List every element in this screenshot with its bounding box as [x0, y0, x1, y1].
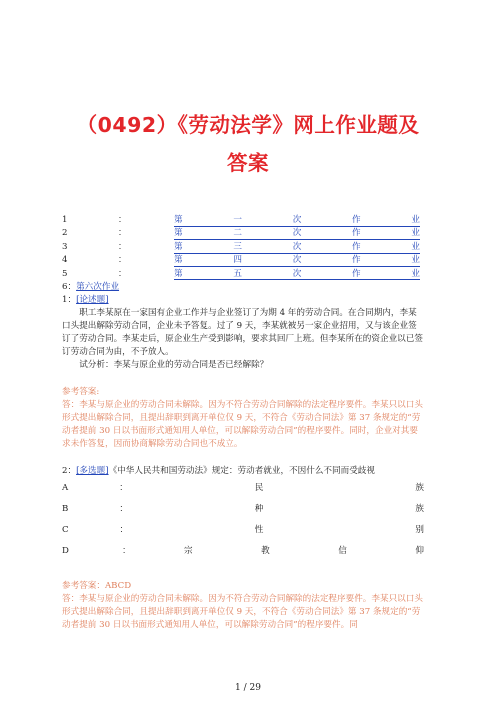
question-number: 2： — [62, 466, 77, 476]
question-1 — [62, 294, 424, 451]
answer-text: 答：李某与原企业的劳动合同未解除。因为不符合劳动合同解除的法定程序要件。李某只以口头形式提出解除合同，且提出辞职到离开单位仅 9 天，不符合《劳动合同法》第 37 条规定的“劳动者提前 30 日以书面形式通知用人单位，可以解除劳动合同”的程序要件。同 — [62, 594, 423, 630]
option-colon: ： — [119, 483, 128, 493]
toc-link-char: 三 — [233, 241, 242, 252]
option-colon: ： — [122, 546, 131, 556]
toc-number: 3 — [62, 241, 68, 252]
toc-link-char: 业 — [411, 255, 420, 266]
option-letter: C — [62, 525, 69, 535]
toc-link-char: 作 — [352, 228, 361, 239]
toc-colon: ： — [118, 241, 127, 252]
option-text: 性 别 — [254, 525, 424, 535]
toc-link-char: 二 — [233, 228, 242, 239]
toc-row — [62, 227, 420, 240]
toc-link-char: 次 — [292, 215, 302, 225]
question-type-tag[interactable]: [论述题] — [76, 295, 109, 305]
table-of-contents — [62, 214, 420, 281]
option-a[interactable] — [62, 482, 424, 503]
toc-link-char: 业 — [411, 215, 420, 225]
toc-link-char: 第 — [174, 241, 183, 252]
toc-link-char: 一 — [233, 215, 242, 225]
toc-link-char: 次 — [292, 228, 302, 239]
option-c[interactable] — [62, 524, 424, 545]
answer-text: 答：李某与原企业的劳动合同未解除。因为不符合劳动合同解除的法定程序要件。李某只以口头形式提出解除合同，且提出辞职到离开单位仅 9 天，不符合《劳动合同法》第 37 条规定的“劳动者提前 30 日以书面形式通知用人单位，可以解除劳动合同”的程序要件。同时，企业对其要求未作答复，因而协商解除劳动合同也不成立。 — [62, 400, 423, 449]
toc-link-char: 第 — [174, 268, 183, 279]
question-2 — [62, 465, 424, 632]
document-title-line1: （0492）《劳动法学》网上作业题及 — [76, 113, 420, 137]
option-colon: ： — [119, 504, 128, 514]
toc-last-entry — [62, 281, 424, 294]
toc-link-char: 四 — [233, 255, 242, 266]
option-b[interactable] — [62, 503, 424, 524]
toc-link-char: 业 — [411, 228, 420, 239]
option-letter: B — [62, 504, 69, 514]
option-colon: ： — [119, 525, 129, 535]
toc-number: 5 — [62, 268, 68, 279]
toc-row — [62, 254, 420, 267]
option-letter: A — [62, 483, 69, 493]
toc-link-char: 作 — [352, 215, 361, 225]
toc-link-char: 次 — [292, 268, 302, 279]
toc-link-5[interactable] — [174, 268, 420, 281]
toc-link-char: 作 — [352, 241, 361, 252]
question-text: 《中华人民共和国劳动法》规定：劳动者就业，不因什么不同而受歧视 — [108, 466, 375, 476]
toc-last-prefix: 6： — [62, 282, 77, 292]
toc-link-3[interactable] — [174, 241, 420, 254]
page-number: 1 / 29 — [235, 683, 261, 693]
toc-number: 2 — [62, 228, 68, 239]
toc-link-char: 次 — [292, 255, 302, 266]
toc-colon: ： — [118, 228, 127, 239]
toc-colon: ： — [118, 268, 127, 279]
toc-row — [62, 241, 420, 254]
toc-row — [62, 268, 420, 281]
option-d[interactable] — [62, 545, 424, 566]
question-number: 1： — [62, 295, 77, 305]
reference-answer — [62, 580, 424, 632]
question-text: 职工李某原在一家国有企业工作并与企业签订了为期 4 年的劳动合同。在合同期内，李某口头提出解除劳动合同，企业未予答复。过了 9 天，李某就被另一家企业招用，又与该企业签订了劳动合同。李某走后，原企业生产受到影响，要求其回厂上班。但李某所在的资企业以已签订劳动合同为由，不予放人。 — [62, 308, 423, 357]
option-text: 民 族 — [254, 483, 424, 493]
toc-row — [62, 214, 420, 227]
toc-link-char: 第 — [174, 228, 183, 239]
toc-number: 1 — [62, 215, 68, 225]
option-letter: D — [62, 546, 69, 556]
toc-link-1[interactable] — [174, 214, 420, 227]
answer-options — [62, 482, 424, 566]
toc-link-char: 业 — [411, 241, 420, 252]
toc-link-char: 业 — [411, 268, 420, 279]
document-title-line2: 答案 — [227, 151, 269, 175]
answer-label: 参考答案: — [62, 387, 100, 397]
question-prompt: 试分析：李某与原企业的劳动合同是否已经解除？ — [79, 360, 269, 370]
toc-link-char: 第 — [174, 215, 183, 225]
question-type-tag[interactable]: [多选题] — [76, 466, 109, 476]
toc-link-char: 五 — [233, 268, 242, 279]
toc-colon: ： — [118, 215, 127, 225]
toc-number: 4 — [62, 255, 68, 266]
reference-answer — [62, 386, 424, 451]
option-text: 宗 教 信 仰 — [184, 546, 424, 556]
toc-link-char: 次 — [292, 241, 302, 252]
toc-link-6[interactable]: 第六次作业 — [76, 282, 120, 292]
toc-link-char: 作 — [352, 255, 361, 266]
toc-link-char: 第 — [174, 255, 183, 266]
toc-link-2[interactable] — [174, 227, 420, 240]
option-text: 种 族 — [254, 504, 424, 514]
toc-link-char: 作 — [352, 268, 361, 279]
answer-label: 参考答案：ABCD — [62, 581, 132, 591]
toc-colon: ： — [118, 255, 127, 266]
toc-link-4[interactable] — [174, 254, 420, 267]
